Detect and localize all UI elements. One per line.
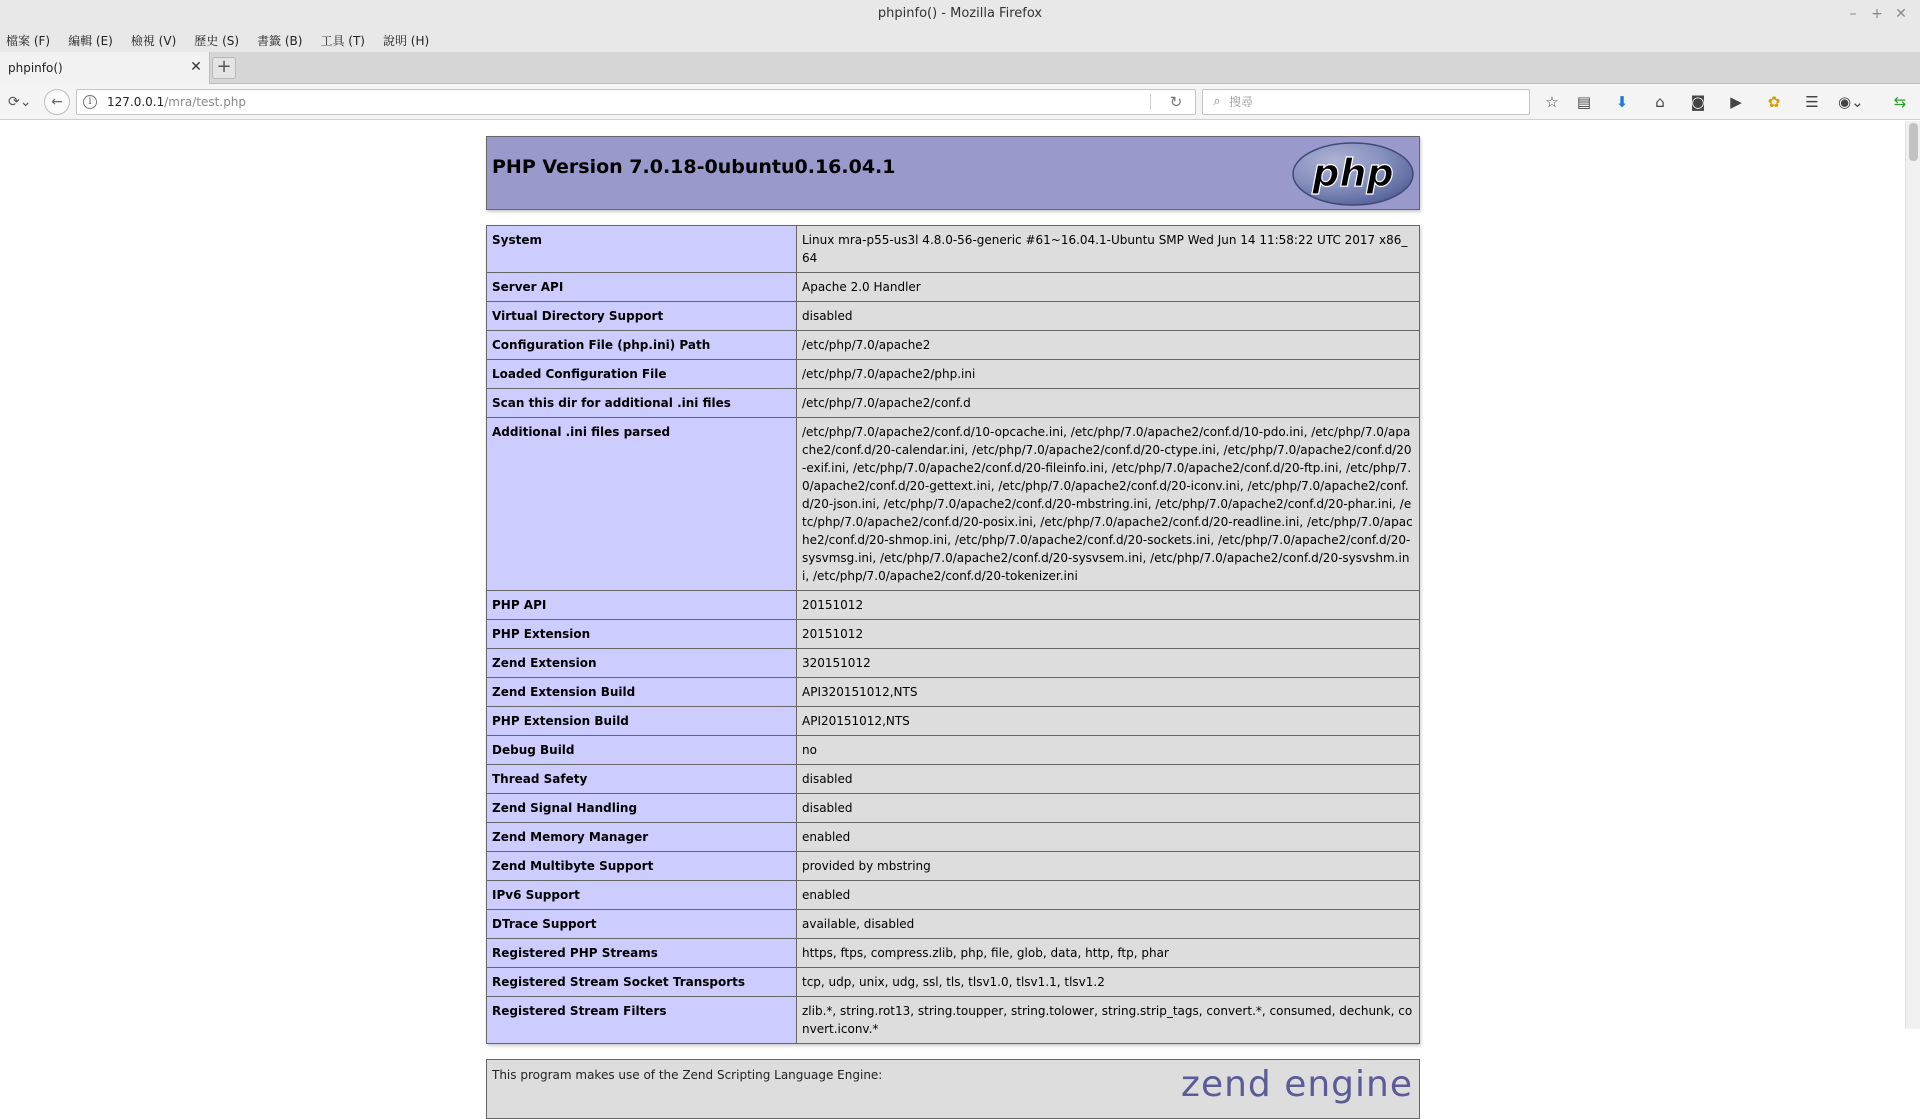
php-version-header [486, 136, 1420, 210]
row-value: enabled [797, 881, 1420, 910]
row-value: Apache 2.0 Handler [797, 273, 1420, 302]
row-key: Virtual Directory Support [487, 302, 797, 331]
php-info-table [486, 225, 1420, 1044]
scrollbar-thumb[interactable] [1909, 123, 1918, 161]
url-text[interactable] [107, 90, 246, 114]
row-value: /etc/php/7.0/apache2/conf.d [797, 389, 1420, 418]
vertical-scrollbar[interactable] [1905, 121, 1920, 1029]
zend-notice: This program makes use of the Zend Scripting Language Engine: [492, 1068, 883, 1082]
menu-view[interactable]: 檢視 (V) [130, 33, 177, 48]
php-logo-text: php [1312, 151, 1394, 195]
row-value: /etc/php/7.0/apache2/php.ini [797, 360, 1420, 389]
row-key: Thread Safety [487, 765, 797, 794]
table-row [487, 736, 1420, 765]
menu-bar [0, 28, 1920, 52]
url-separator [1150, 94, 1151, 110]
search-icon: ⌕ [1213, 94, 1221, 109]
row-key: Zend Memory Manager [487, 823, 797, 852]
page-history-icon[interactable]: ⟳⌄ [8, 94, 32, 110]
row-value: disabled [797, 765, 1420, 794]
new-tab-button[interactable] [212, 57, 236, 79]
row-value: /etc/php/7.0/apache2 [797, 331, 1420, 360]
tab-phpinfo[interactable] [0, 52, 210, 84]
row-value: disabled [797, 794, 1420, 823]
table-row [487, 910, 1420, 939]
table-row [487, 997, 1420, 1044]
table-row [487, 360, 1420, 389]
site-info-icon[interactable]: i [83, 95, 97, 109]
row-key: Registered Stream Socket Transports [487, 968, 797, 997]
window-close-icon[interactable]: ✕ [1895, 6, 1907, 22]
table-row [487, 765, 1420, 794]
table-row [487, 649, 1420, 678]
row-key: Debug Build [487, 736, 797, 765]
row-key: Registered Stream Filters [487, 997, 797, 1044]
row-value: 20151012 [797, 620, 1420, 649]
row-key: Loaded Configuration File [487, 360, 797, 389]
reload-icon[interactable]: ↻ [1169, 93, 1183, 111]
row-value: available, disabled [797, 910, 1420, 939]
back-button[interactable] [44, 89, 70, 115]
row-key: Zend Signal Handling [487, 794, 797, 823]
table-row [487, 418, 1420, 591]
tab-close-icon[interactable]: ✕ [190, 59, 202, 75]
row-value: Linux mra-p55-us3l 4.8.0-56-generic #61~16.04.1-Ubuntu SMP Wed Jun 14 11:58:22 UTC 2017 x86_64 [797, 226, 1420, 273]
bookmark-star-icon[interactable]: ☆ [1545, 93, 1559, 111]
row-key: Zend Extension Build [487, 678, 797, 707]
row-value: API20151012,NTS [797, 707, 1420, 736]
window-title: phpinfo() - Mozilla Firefox [877, 6, 1043, 21]
row-key: DTrace Support [487, 910, 797, 939]
zend-engine-box [486, 1059, 1420, 1119]
row-key: Registered PHP Streams [487, 939, 797, 968]
row-key: System [487, 226, 797, 273]
row-value: 20151012 [797, 591, 1420, 620]
table-row [487, 707, 1420, 736]
row-value: no [797, 736, 1420, 765]
tab-title: phpinfo() [8, 61, 63, 75]
menu-bookmarks[interactable]: 書籤 (B) [257, 33, 303, 48]
url-bar[interactable] [76, 89, 1196, 115]
maximize-icon[interactable]: + [1871, 6, 1883, 22]
table-row [487, 852, 1420, 881]
row-value: disabled [797, 302, 1420, 331]
pocket-icon[interactable]: ◙ [1690, 93, 1706, 111]
menu-help[interactable]: 說明 (H) [382, 33, 430, 48]
php-logo-icon [1291, 141, 1415, 207]
home-icon[interactable]: ⌂ [1655, 93, 1665, 111]
table-row [487, 678, 1420, 707]
row-value: API320151012,NTS [797, 678, 1420, 707]
row-value: provided by mbstring [797, 852, 1420, 881]
row-key: PHP Extension Build [487, 707, 797, 736]
sync-icon[interactable]: ⇆ [1893, 93, 1907, 111]
page-viewport [0, 121, 1905, 1105]
row-key: Zend Extension [487, 649, 797, 678]
table-row [487, 331, 1420, 360]
row-key: IPv6 Support [487, 881, 797, 910]
table-row [487, 881, 1420, 910]
table-row [487, 620, 1420, 649]
menu-edit[interactable]: 編輯 (E) [68, 33, 113, 48]
row-value: tcp, udp, unix, udg, ssl, tls, tlsv1.0, tlsv1.1, tlsv1.2 [797, 968, 1420, 997]
row-key: PHP Extension [487, 620, 797, 649]
minimize-icon[interactable]: – [1849, 6, 1857, 22]
menu-history[interactable]: 歷史 (S) [194, 33, 240, 48]
row-key: Additional .ini files parsed [487, 418, 797, 591]
arrow-left-icon: ← [51, 94, 63, 110]
reading-list-icon[interactable]: ▤ [1576, 93, 1592, 111]
table-row [487, 968, 1420, 997]
navigation-toolbar [0, 84, 1920, 120]
row-value: 320151012 [797, 649, 1420, 678]
row-key: PHP API [487, 591, 797, 620]
url-path: /mra/test.php [164, 95, 247, 109]
extension-icon[interactable]: ✿ [1767, 93, 1781, 111]
table-row [487, 273, 1420, 302]
row-key: Zend Multibyte Support [487, 852, 797, 881]
menu-file[interactable]: 檔案 (F) [6, 33, 51, 48]
table-row [487, 939, 1420, 968]
youtube-icon[interactable]: ▶ [1730, 93, 1742, 111]
table-row [487, 302, 1420, 331]
tab-strip [0, 52, 1920, 84]
search-bar[interactable] [1202, 89, 1530, 115]
window-titlebar [0, 0, 1920, 28]
row-key: Configuration File (php.ini) Path [487, 331, 797, 360]
row-value: zlib.*, string.rot13, string.toupper, string.tolower, string.strip_tags, convert.*, consumed, dechunk, convert.iconv.* [797, 997, 1420, 1044]
phpinfo-content [486, 136, 1420, 1119]
table-row [487, 226, 1420, 273]
hamburger-menu-icon[interactable]: ☰ [1805, 93, 1819, 111]
search-input[interactable] [1229, 92, 1519, 112]
table-row [487, 591, 1420, 620]
table-row [487, 389, 1420, 418]
url-host: 127.0.0.1 [107, 95, 165, 109]
menu-tools[interactable]: 工具 (T) [320, 33, 365, 48]
row-value: https, ftps, compress.zlib, php, file, glob, data, http, ftp, phar [797, 939, 1420, 968]
profile-icon[interactable]: ◉⌄ [1838, 93, 1864, 111]
table-row [487, 823, 1420, 852]
download-icon[interactable]: ⬇ [1615, 93, 1629, 111]
row-key: Server API [487, 273, 797, 302]
zend-engine-logo: zend engine [1181, 1064, 1413, 1105]
row-value: enabled [797, 823, 1420, 852]
row-value: /etc/php/7.0/apache2/conf.d/10-opcache.ini, /etc/php/7.0/apache2/conf.d/10-pdo.ini, /etc/php/7.0/apache2/conf.d/20-calendar.ini, /etc/php/7.0/apache2/conf.d/20-ctype.ini, /etc/php/7.0/apache2/conf.d/20-exif.ini, /etc/php/7.0/apache2/conf.d/20-fileinfo.ini, /etc/php/7.0/apache2/conf.d/20-ftp.ini, /etc/php/7.0/apache2/conf.d/20-gettext.ini, /etc/php/7.0/apache2/conf.d/20-iconv.ini, /etc/php/7.0/apache2/conf.d/20-json.ini, /etc/php/7.0/apache2/conf.d/20-mbstring.ini, /etc/php/7.0/apache2/conf.d/20-phar.ini, /etc/php/7.0/apache2/conf.d/20-posix.ini, /etc/php/7.0/apache2/conf.d/20-readline.ini, /etc/php/7.0/apache2/conf.d/20-shmop.ini, /etc/php/7.0/apache2/conf.d/20-sockets.ini, /etc/php/7.0/apache2/conf.d/20-sysvmsg.ini, /etc/php/7.0/apache2/conf.d/20-sysvsem.ini, /etc/php/7.0/apache2/conf.d/20-sysvshm.ini, /etc/php/7.0/apache2/conf.d/20-tokenizer.ini [797, 418, 1420, 591]
plus-icon: + [216, 56, 232, 77]
table-row [487, 794, 1420, 823]
row-key: Scan this dir for additional .ini files [487, 389, 797, 418]
page-title: PHP Version 7.0.18-0ubuntu0.16.04.1 [492, 156, 896, 178]
